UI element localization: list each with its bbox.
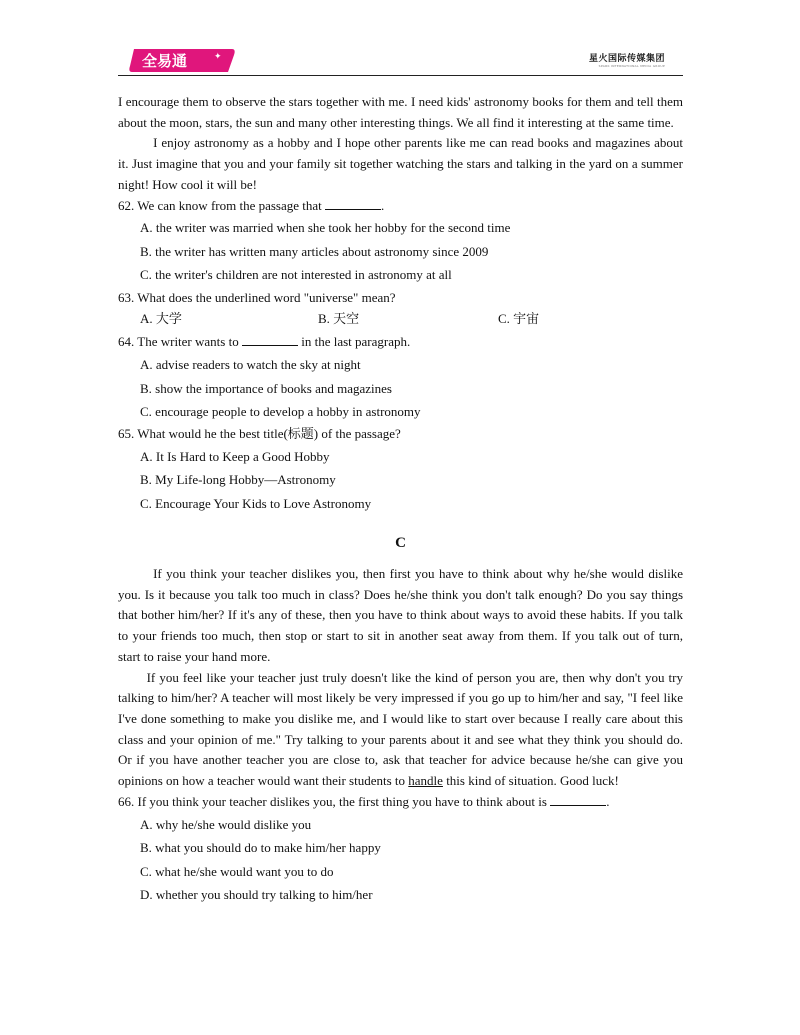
question-stem: 63. What does the underlined word "universe" mean? (118, 290, 396, 305)
section-heading: C (395, 535, 406, 552)
passage-paragraph: I enjoy astronomy as a hobby and I hope other parents like me can read books and magazines about it. Just imagine that you and your family sit together watching the stars and talking in the yard on a summer night! How cool it will be! (118, 135, 683, 192)
passage-paragraph: If you think your teacher dislikes you, then first you have to think about why he/she would dislike you. Is it because you talk too much in class? Does he/she think you don't talk enough? Do you say things that bother him/her? If it's any of these, then you have to think about ways to avoid these habits. If you talk to your friends too much, then stop or start to sit in another seat away from them. If you talk out of turn, start to raise your hand more. (118, 566, 683, 664)
question-65 (118, 424, 683, 515)
question-stem (118, 196, 683, 217)
question-62 (118, 196, 683, 287)
paragraph-text: If you feel like your teacher just truly doesn't like the kind of person you are, then why don't you try talking to him/her? A teacher will most likely be very impressed if you go up to him/her and say, "I feel like I've done something to make you dislike me, and I would like to start over because I really care about this class and your opinion of me." Try talking to your parents about it and see what they think you should do. Or if you have another teacher you are close to, ask that teacher for advice because he/she can give you opinions on how a teacher would want their students to (118, 669, 683, 789)
question-63 (118, 288, 683, 329)
question-stem (118, 792, 683, 813)
stem-text: . (606, 793, 610, 809)
option-a: A. 大学 (140, 310, 182, 326)
option-c: C. the writer's children are not interested in astronomy at all (140, 267, 452, 283)
options-row (118, 309, 683, 330)
option-c: C. 宇宙 (498, 310, 540, 326)
answer-blank (325, 197, 381, 210)
option-c: C. what he/she would want you to do (140, 863, 334, 879)
page-header (118, 44, 683, 76)
stem-text: 66. If you think your teacher dislikes you, the first thing you have to think about is (118, 793, 547, 809)
header-rule (118, 75, 683, 76)
underlined-word: handle (408, 773, 443, 789)
publisher-subtitle: SPARK INTERNATIONAL MEDIA GROUP (598, 64, 665, 68)
stem-text: 64. The writer wants to (118, 334, 239, 350)
option-c: C. encourage people to develop a hobby in astronomy (140, 404, 421, 420)
stem-text: 62. We can know from the passage that (118, 197, 322, 213)
option-b: B. My Life-long Hobby—Astronomy (140, 472, 336, 488)
question-64 (118, 332, 683, 423)
question-stem (118, 332, 683, 353)
paragraph-text: this kind of situation. Good luck! (446, 773, 619, 789)
answer-blank (550, 793, 606, 806)
option-a: A. the writer was married when she took her hobby for the second time (140, 220, 511, 236)
question-66 (118, 792, 683, 907)
stem-text: . (381, 197, 385, 213)
option-a: A. why he/she would dislike you (140, 816, 312, 832)
stem-text: in the last paragraph. (301, 334, 411, 350)
question-stem: 65. What would he the best title(标题) of the passage? (118, 425, 401, 441)
option-b: B. show the importance of books and magazines (140, 380, 392, 396)
logo-text: 全易通 (142, 52, 188, 70)
option-b: B. 天空 (318, 310, 360, 326)
page-content (118, 92, 683, 907)
option-b: B. the writer has written many articles about astronomy since 2009 (140, 243, 489, 259)
passage-paragraph: I encourage them to observe the stars together with me. I need kids' astronomy books for them and tell them about the moon, stars, the sun and many other interesting things. We all find it interesting at the same time. (118, 94, 683, 130)
brand-logo (128, 47, 236, 74)
option-a: A. advise readers to watch the sky at night (140, 357, 361, 373)
answer-blank (242, 333, 298, 346)
option-c: C. Encourage Your Kids to Love Astronomy (140, 495, 372, 511)
sparkle-icon: ✦ (214, 52, 222, 62)
passage-paragraph (118, 668, 683, 792)
publisher-name: 星火国际传媒集团 (588, 54, 665, 64)
option-d: D. whether you should try talking to him/her (140, 887, 373, 903)
option-b: B. what you should do to make him/her happy (140, 840, 381, 856)
option-a: A. It Is Hard to Keep a Good Hobby (140, 448, 330, 464)
